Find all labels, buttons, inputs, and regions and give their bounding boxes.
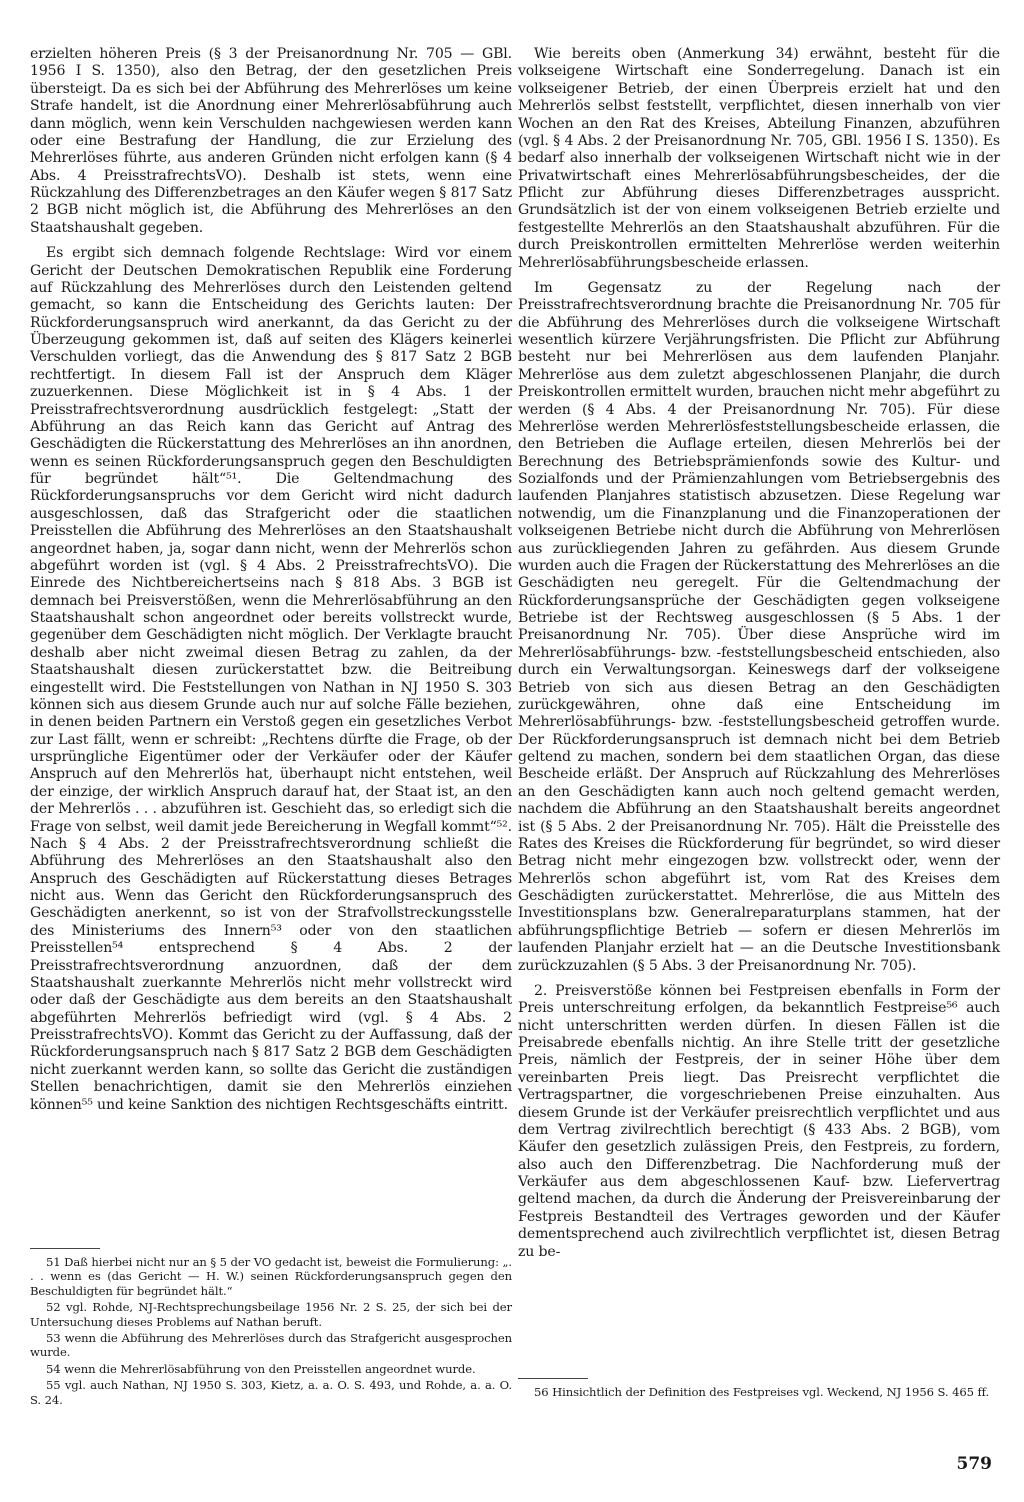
- page-number: 579: [956, 1454, 992, 1474]
- paragraph: Wie bereits oben (Anmerkung 34) erwähnt, besteht für die volkseigene Wirtschaft eine Sonderregelung. Danach ist ein volkseigener Betrieb, der einen Überpreis erzielt hat und den Mehrerlös selbst feststellt, verpflichtet, diesen innerhalb von vier Wochen an den Rat des Kreises, Abteilung Finanzen, abzuführen (vgl. § 4 Abs. 2 der Preisanordnung Nr. 705, GBl. 1956 I S. 1350). Es bedarf also innerhalb der volkseigenen Wirtschaft nicht wie in der Privatwirtschaft eines Mehrerlösabführungsbescheides, der die Pflicht zur Abführung dieses Differenzbetrages ausspricht. Grundsätzlich ist der von einem volkseigenen Betrieb erzielte und festgestellte Mehrerlös an den Staatshaushalt abzuführen. Für die durch Preiskontrollen ermittelten Mehrerlöse werden weiterhin Mehrerlösabführungsbescheide erlassen.: [518, 46, 1000, 271]
- paragraph: Im Gegensatz zu der Regelung nach der Preisstrafrechtsverordnung brachte die Preisanordnung Nr. 705 für die Abführung des Mehrerlöses durch die volkseigene Wirtschaft wesentlich kürzere Verjährungsfristen. Die Pflicht zur Abführung besteht nur bei Mehrerlösen aus dem laufenden Planjahr. Mehrerlöse aus dem zuletzt abgeschlossenen Planjahr, die durch Preiskontrollen ermittelt wurden, brauchen nicht mehr abgeführt zu werden (§ 4 Abs. 4 der Preisanordnung Nr. 705). Für diese Mehrerlöse werden Mehrerlösfeststellungsbescheide erlassen, die den Betrieben die Auflage erteilen, diesen Mehrerlös bei der Berechnung des Betriebsprämienfonds sowie des Kultur- und Sozialfonds und der Prämienzahlungen vom Betriebsergebnis des laufenden Planjahres statistisch abzusetzen. Diese Regelung war notwendig, um die Finanzplanung und die Finanzoperationen der volkseigenen Betriebe nicht durch die Abführung von Mehrerlösen aus zurückliegenden Jahren zu gefährden. Aus diesem Grunde wurden auch die Fragen der Rückerstattung des Mehrerlöses an die Geschädigten neu geregelt. Für die Geltendmachung der Rückforderungsansprüche der Geschädigten gegen volkseigene Betriebe ist der Rechtsweg ausgeschlossen (§ 5 Abs. 1 der Preisanordnung Nr. 705). Über diese Ansprüche wird im Mehrerlösabführungs- bzw. -feststellungsbescheid entschieden, also durch ein Verwaltungsorgan. Keineswegs darf der volkseigene Betrieb von sich aus diesen Betrag an den Geschädigten zurückgewähren, ohne daß eine Entscheidung im Mehrerlösabführungs- bzw. -feststellungsbescheid getroffen wurde. Der Rückforderungsanspruch ist demnach nicht bei dem Betrieb geltend zu machen, sondern bei dem staatlichen Organ, das diese Bescheide erläßt. Der Anspruch auf Rückzahlung des Mehrerlöses an den Geschädigten kann auch noch geltend gemacht werden, nachdem die Abführung an den Staatshaushalt bereits angeordnet ist (§ 5 Abs. 2 der Preisanordnung Nr. 705). Hält die Preisstelle des Rates des Kreises die Rückforderung für begründet, so wird dieser Betrag nicht mehr eingezogen bzw. vollstreckt oder, wenn der Mehrerlös schon abgeführt ist, vom Rat des Kreises dem Geschädigten zurückerstattet. Mehrerlöse, die aus Mitteln des Investitionsplans bzw. Generalreparaturplans stammen, hat der abführungspflichtige Betrieb — sofern er diesen Mehrerlös im laufenden Planjahr erzielt hat — an die Deutsche Investitionsbank zurückzuzahlen (§ 5 Abs. 3 der Preisanordnung Nr. 705).: [518, 279, 1000, 974]
- footnote-divider: [518, 1378, 588, 1379]
- paragraph: 2. Preisverstöße können bei Festpreisen ebenfalls in Form der Preis unterschreitung erfolgen, da bekanntlich Festpreise⁵⁶ auch nicht unterschritten werden dürfen. In diesen Fällen ist die Preisabrede ebenfalls nichtig. An ihre Stelle tritt der gesetzliche Preis, nämlich der Festpreis, der in seiner Höhe über dem vereinbarten Preis liegt. Das Preisrecht verpflichtet die Vertragspartner, die vorgeschriebenen Preise einzuhalten. Aus diesem Grunde ist der Verkäufer preisrechtlich verpflichtet und aus dem Vertrag zivilrechtlich berechtigt (§ 433 Abs. 2 BGB), vom Käufer den gesetzlich zulässigen Preis, den Festpreis, zu fordern, also auch den Differenzbetrag. Die Nachforderung muß der Verkäufer aus dem abgeschlossenen Kauf- bzw. Liefervertrag geltend machen, da durch die Änderung der Preisvereinbarung der Festpreis Bestandteil des Vertrages geworden und der Käufer dementsprechend auch zivilrechtlich verpflichtet ist, diesen Betrag zu be-: [518, 982, 1000, 1260]
- footnote: 54 wenn die Mehrerlösabführung von den Preisstellen angeordnet wurde.: [46, 1361, 476, 1376]
- left-footnotes: [30, 1238, 512, 1409]
- left-text-column: [30, 46, 512, 1122]
- footnote: 56 Hinsichtlich der Definition des Festpreises vgl. Weckend, NJ 1956 S. 465 ff.: [534, 1385, 990, 1399]
- footnote-divider: [30, 1248, 100, 1249]
- footnote: 55 vgl. auch Nathan, NJ 1950 S. 303, Kietz, a. a. O. S. 493, und Rohde, a. a. O. S. 24.: [30, 1378, 512, 1407]
- footnote: 51 Daß hierbei nicht nur an § 5 der VO gedacht ist, beweist die Formulierung: „. . . wenn es (das Gericht — H. W.) seinen Rückforderungsanspruch gegen den Beschuldigten für begründet hält.“: [30, 1255, 512, 1298]
- right-footnotes: [518, 1368, 1000, 1401]
- footnote: 52 vgl. Rohde, NJ-Rechtsprechungsbeilage 1956 Nr. 2 S. 25, der sich bei der Untersuchung dieses Problems auf Nathan beruft.: [30, 1300, 512, 1329]
- paragraph: Es ergibt sich demnach folgende Rechtslage: Wird vor einem Gericht der Deutschen Demokratischen Republik eine Forderung auf Rückzahlung des Mehrerlöses durch den Leistenden geltend gemacht, so kann die Entscheidung des Gerichts lauten: Der Rückforderungsanspruch wird anerkannt, da das Gericht zu der Überzeugung gekommen ist, daß auf seiten des Klägers keinerlei Verschulden vorliegt, das die Anwendung des § 817 Satz 2 BGB rechtfertigt. In diesem Fall ist der Anspruch dem Kläger zuzuerkennen. Diese Möglichkeit ist in § 4 Abs. 1 der Preisstrafrechtsverordnung ausdrücklich festgelegt: „Statt der Abführung an das Reich kann das Gericht auf Antrag des Geschädigten die Rückerstattung des Mehrerlöses an ihn anordnen, wenn es seinen Rückforderungsanspruch gegen den Beschuldigten für begründet hält“⁵¹. Die Geltendmachung des Rückforderungsanspruchs vor dem Gericht wird nicht dadurch ausgeschlossen, daß das Strafgericht oder die staatlichen Preisstellen die Abführung des Mehrerlöses an den Staatshaushalt angeordnet haben, ja, sogar dann nicht, wenn der Mehrerlös schon abgeführt worden ist (vgl. § 4 Abs. 2 PreisstrafrechtsVO). Die Einrede des Nichtbereichertseins nach § 818 Abs. 3 BGB ist demnach bei Preisverstößen, wenn die Mehrerlösabführung an den Staatshaushalt schon angeordnet oder bereits vollstreckt wurde, gegenüber dem Geschädigten nicht möglich. Der Verklagte braucht deshalb aber nicht zweimal diesen Betrag zu zahlen, da der Staatshaushalt diesen zurückerstattet bzw. die Beitreibung eingestellt wird. Die Feststellungen von Nathan in NJ 1950 S. 303 können sich aus diesem Grunde auch nur auf solche Fälle beziehen, in denen beiden Partnern ein Verstoß gegen ein gesetzliches Verbot zur Last fällt, wenn er schreibt: „Rechtens dürfte die Frage, ob der ursprüngliche Eigentümer oder der Verkäufer oder der Käufer Anspruch auf den Mehrerlös hat, überhaupt nicht entstehen, weil der einzige, der wirklich Anspruch darauf hat, der Staat ist, an den der Mehrerlös . . . abzuführen ist. Geschieht das, so erledigt sich die Frage von selbst, weil damit jede Bereicherung in Wegfall kommt“⁵². Nach § 4 Abs. 2 der Preisstrafrechtsverordnung schließt die Abführung des Mehrerlöses an den Staatshaushalt also den Anspruch des Geschädigten auf Rückerstattung dieses Betrages nicht aus. Wenn das Gericht den Rückforderungsanspruch des Geschädigten anerkennt, so ist von der Strafvollstreckungsstelle des Ministeriums des Innern⁵³ oder von den staatlichen Preisstellen⁵⁴ entsprechend § 4 Abs. 2 der Preisstrafrechtsverordnung anzuordnen, daß der dem Staatshaushalt zuerkannte Mehrerlös nicht mehr vollstreckt wird oder daß der Geschädigte aus dem bereits an den Staatshaushalt abgeführten Mehrerlös befriedigt wird (vgl. § 4 Abs. 2 PreisstrafrechtsVO). Kommt das Gericht zu der Auffassung, daß der Rückforderungsanspruch nach § 817 Satz 2 BGB dem Geschädigten nicht zuerkannt werden kann, so sollte das Gericht die zuständigen Stellen benachrichtigen, damit sie den Mehrerlös einziehen können⁵⁵ und keine Sanktion des nichtigen Rechtsgeschäfts eintritt.: [30, 245, 512, 1113]
- paragraph: erzielten höheren Preis (§ 3 der Preisanordnung Nr. 705 — GBl. 1956 I S. 1350), also den Betrag, der den gesetzlichen Preis übersteigt. Da es sich bei der Abführung des Mehrerlöses um keine Strafe handelt, ist die Anordnung einer Mehrerlösabführung auch dann möglich, wenn kein Verschulden nachgewiesen werden kann oder eine Bestrafung der Handlung, die zur Erzielung des Mehrerlöses führte, aus anderen Gründen nicht erfolgen kann (§ 4 Abs. 4 PreisstrafrechtsVO). Deshalb ist stets, wenn eine Rückzahlung des Differenzbetrages an den Käufer wegen § 817 Satz 2 BGB nicht möglich ist, die Abführung des Mehrerlöses an den Staatshaushalt gegeben.: [30, 46, 512, 236]
- right-text-column: [518, 46, 1000, 1269]
- footnote: 53 wenn die Abführung des Mehrerlöses durch das Strafgericht ausgesprochen wurde.: [30, 1331, 512, 1360]
